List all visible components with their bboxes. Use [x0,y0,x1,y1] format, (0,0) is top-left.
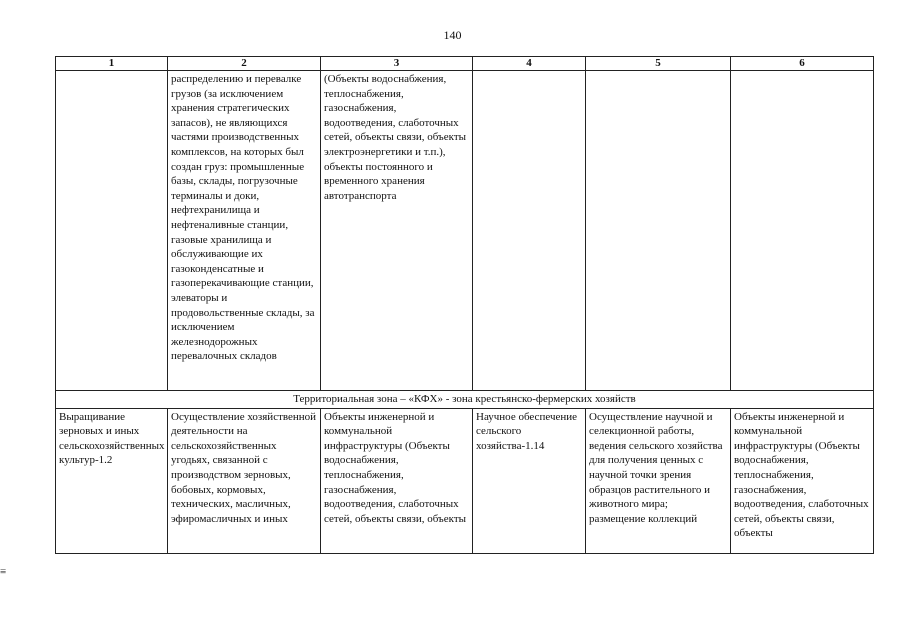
table-row [56,408,874,553]
column-header: 1 [56,57,168,71]
column-header: 4 [473,57,586,71]
table-cell: Научное обеспечение сельского хозяйства-1.14 [473,408,586,553]
zone-header: Территориальная зона – «КФХ» - зона крестьянско-фермерских хозяйств [56,391,874,409]
column-header: 3 [321,57,473,71]
table-row [56,71,874,391]
table-cell: распределению и перевалке грузов (за исключением хранения стратегических запасов), не являющихся частями производственных комплексов, на которых был создан груз: промышленные базы, склады, погрузочные терминалы и доки, нефтехранилища и нефтеналивные станции, газовые хранилища и обслуживающие их газоконденсатные и газоперекачивающие станции, элеваторы и продовольственные склады, за исключением железнодорожных перевалочных складов [168,71,321,391]
column-header: 5 [586,57,731,71]
page-number: 140 [443,28,462,42]
margin-mark: ≡ [0,566,7,578]
table-cell [731,71,874,391]
table-cell [56,71,168,391]
regulations-table [55,56,874,554]
table-cell: (Объекты водоснабжения, теплоснабжения, газоснабжения, водоотведения, слаботочных сетей, объекты связи, объекты электроэнергетики и т.п.), объекты постоянного и временного хранения автотранспорта [321,71,473,391]
table-cell: Осуществление научной и селекционной работы, ведения сельского хозяйства для получения ценных с научной точки зрения образцов растительного и животного мира; размещение коллекций [586,408,731,553]
table-cell: Выращивание зерновых и иных сельскохозяйственных культур-1.2 [56,408,168,553]
header-row [56,57,874,71]
table-cell [586,71,731,391]
zone-header-row [56,391,874,409]
column-header: 2 [168,57,321,71]
column-header: 6 [731,57,874,71]
table-cell: Объекты инженерной и коммунальной инфраструктуры (Объекты водоснабжения, теплоснабжения, газоснабжения, водоотведения, слаботочных сетей, объекты связи, объекты [731,408,874,553]
table-cell [473,71,586,391]
table-cell: Осуществление хозяйственной деятельности на сельскохозяйственных угодьях, связанной с производством зерновых, бобовых, кормовых, технических, масличных, эфиромасличных и иных [168,408,321,553]
table-cell: Объекты инженерной и коммунальной инфраструктуры (Объекты водоснабжения, теплоснабжения, газоснабжения, водоотведения, слаботочных сетей, объекты связи, объекты [321,408,473,553]
